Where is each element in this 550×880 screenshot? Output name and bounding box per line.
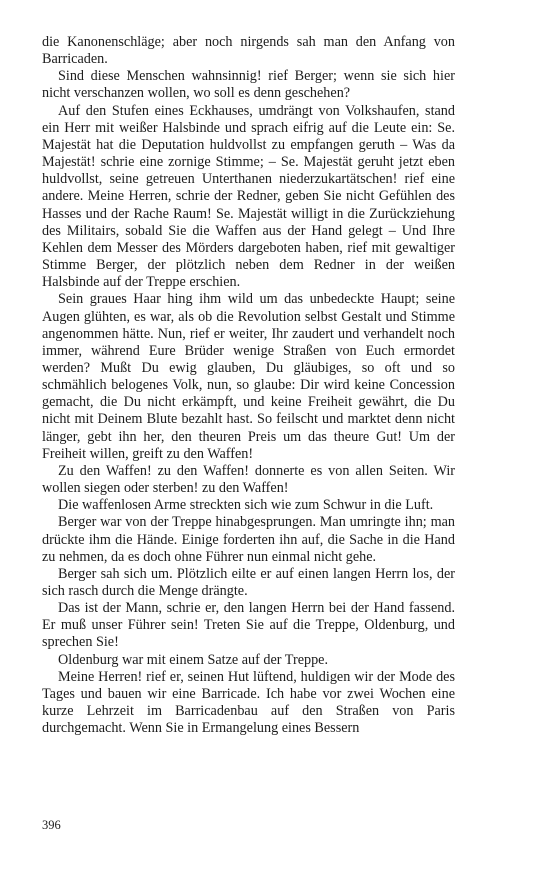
paragraph: Berger sah sich um. Plötzlich eilte er auf einen langen Herrn los, der sich rasch durch die Menge drängte.: [42, 565, 455, 599]
body-text: [42, 34, 455, 737]
page-number: 396: [42, 818, 61, 832]
paragraph: Berger war von der Treppe hinabgesprungen. Man umringte ihn; man drückte ihm die Hände. Einige forderten ihn auf, die Sache in die Hand zu nehmen, da es doch ohne Führer nun einmal nicht gehe.: [42, 514, 455, 565]
paragraph: Auf den Stufen eines Eckhauses, umdrängt von Volkshaufen, stand ein Herr mit weißer Halsbinde und sprach eifrig auf die Leute ein: Se. Majestät hat die Deputation huldvollst zu empfangen geruth – Was da Majestät! schrie eine zornige Stimme; – Se. Majestät geruht jetzt eben huldvollst, seine getreuen Unterthanen niederzukartätschen! rief eine andere. Meine Herren, schrie der Redner, geben Sie nicht Gefühlen des Hasses und der Rache Raum! Se. Majestät willigt in die Zurückziehung des Militairs, sobald Sie die Waffen aus der Hand gelegt – Und Ihre Kehlen dem Messer des Mörders dargeboten haben, rief mit gewaltiger Stimme Berger, der plötzlich neben dem Redner in der weißen Halsbinde auf der Treppe erschien.: [42, 102, 455, 291]
paragraph: Sind diese Menschen wahnsinnig! rief Berger; wenn sie sich hier nicht verschanzen wollen, wo soll es denn geschehen?: [42, 68, 455, 102]
paragraph: Das ist der Mann, schrie er, den langen Herrn bei der Hand fassend. Er muß unser Führer sein! Treten Sie auf die Treppe, Oldenburg, und sprechen Sie!: [42, 600, 455, 651]
paragraph: Oldenburg war mit einem Satze auf der Treppe.: [58, 651, 329, 668]
paragraph: Sein graues Haar hing ihm wild um das unbedeckte Haupt; seine Augen glühten, es war, als ob die Revolution selbst Gestalt und Stimme angenommen hätte. Nun, rief er weiter, Ihr zaudert und verhandelt noch immer, während Eure Brüder wenige Straßen von Euch ermordet werden? Mußt Du ewig glauben, Du gläubiges, so oft und so schmählich belogenes Volk, nun, so glaube: Dir wird keine Concession gemacht, die Du nicht erkämpft, und keine Freiheit gewährt, die Du nicht mit Deinem Blute bezahlt hast. So feilscht und marktet denn nicht länger, gebt ihn her, den theuren Preis um das theure Gut! Um der Freiheit willen, greift zu den Waffen!: [42, 291, 455, 462]
paragraph: Zu den Waffen! zu den Waffen! donnerte es von allen Seiten. Wir wollen siegen oder sterben! zu den Waffen!: [42, 462, 455, 497]
paragraph: Die waffenlosen Arme streckten sich wie zum Schwur in die Luft.: [58, 497, 434, 514]
paragraph-continuation: die Kanonenschläge; aber noch nirgends sah man den Anfang von Barricaden.: [42, 34, 455, 68]
book-page: [42, 34, 455, 834]
paragraph: Meine Herren! rief er, seinen Hut lüftend, huldigen wir der Mode des Tages und bauen wir eine Barricade. Ich habe vor zwei Wochen eine kurze Lehrzeit im Barricadenbau auf den Straßen von Paris durchgemacht. Wenn Sie in Ermangelung eines Bessern: [42, 668, 455, 737]
